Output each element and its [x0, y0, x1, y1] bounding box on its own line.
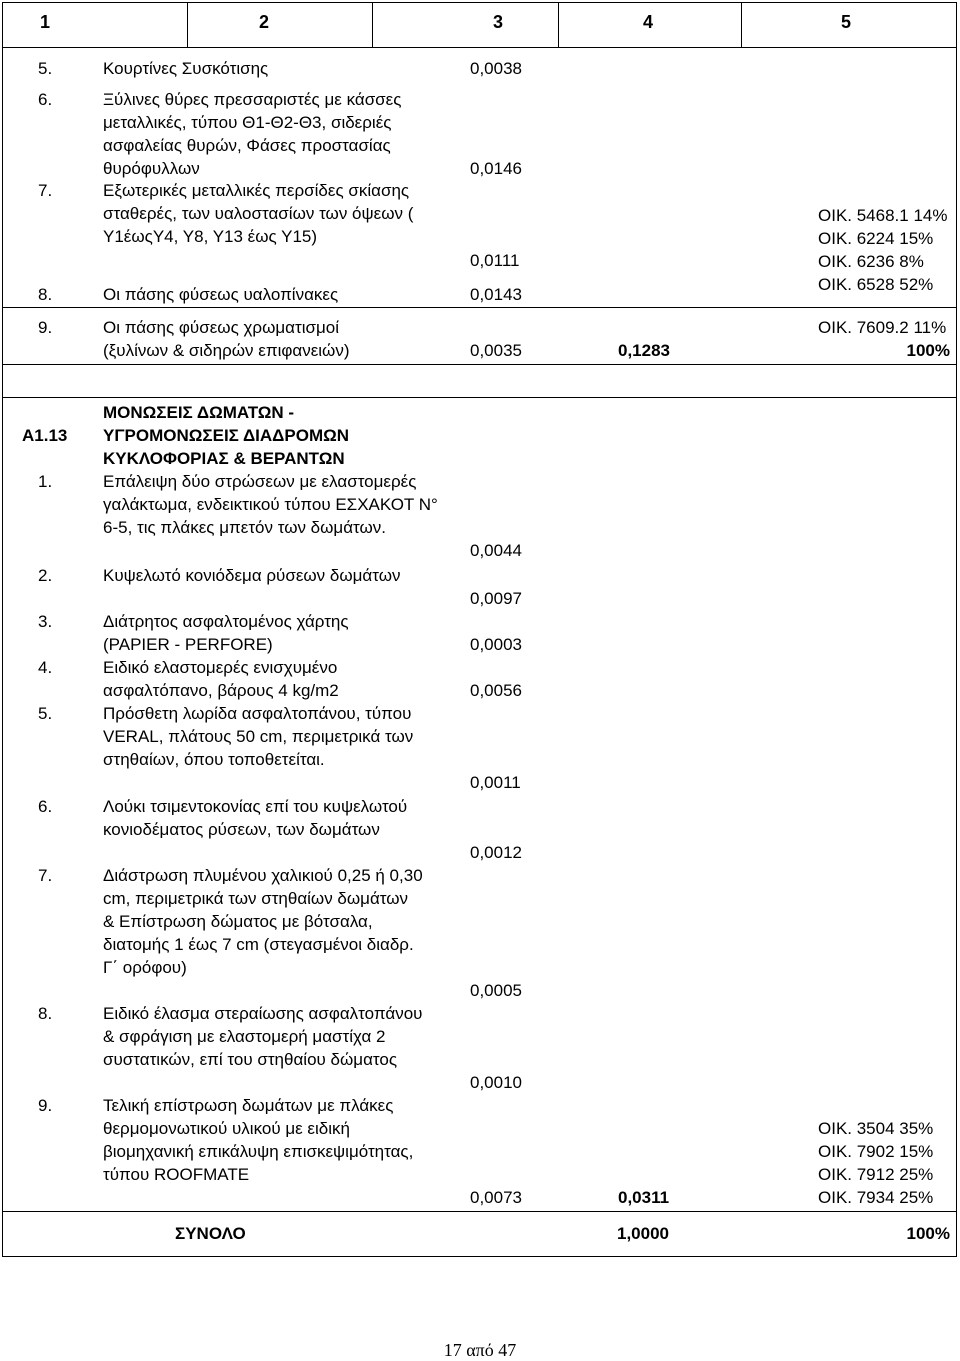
item-number: 6.: [38, 797, 53, 816]
item-value: 0,0143: [470, 285, 522, 304]
item-text: Διάτρητος ασφαλτομένος χάρτης (PAPIER - PERFORE): [103, 612, 349, 654]
item-text: Εξωτερικές μεταλλικές περσίδες σκίασης σταθερές, των υαλοστασίων των όψεων ( Υ1έωςΥ4, Υ8, Υ13 έως Υ15): [103, 181, 414, 246]
item-text: Κουρτίνες Συσκότισης: [103, 59, 269, 78]
item-number: 7.: [38, 181, 53, 200]
item-value: 0,0010: [470, 1073, 522, 1092]
item-number: 5.: [38, 59, 53, 78]
item-text: Κυψελωτό κονιόδεμα ρύσεων δωμάτων: [103, 566, 401, 585]
row-divider: [2, 307, 957, 308]
total-label: ΣΥΝΟΛΟ: [175, 1224, 246, 1243]
reference: ΟΙΚ. 6224 15%: [818, 229, 934, 248]
item-text: Οι πάσης φύσεως υαλοπίνακες: [103, 285, 339, 304]
row-divider: [2, 397, 957, 398]
item-value: 0,0097: [470, 589, 522, 608]
item-text: Λούκι τσιμεντοκονίας επί του κυψελωτού κονιοδέματος ρύσεων, των δωμάτων: [103, 797, 408, 839]
item-value: 0,0111: [470, 251, 520, 270]
item-text: Διάστρωση πλυμένου χαλικιού 0,25 ή 0,30 cm, περιμετρικά των στηθαίων δωμάτων & Επίστρωση δώματος με βότσαλα, διατομής 1 έως 7 cm (στεγασμένοι διαδρ. Γ΄ ορόφου): [103, 866, 423, 977]
page-number: 17 από 47: [443, 1340, 517, 1360]
item-number: 1.: [38, 472, 53, 491]
item-text: Πρόσθετη λωρίδα ασφαλτοπάνου, τύπου VERAL, πλάτους 50 cm, περιμετρικά των στηθαίων, όπου τοποθετείται.: [103, 704, 414, 769]
section-title: ΥΓΡΟΜΟΝΩΣΕΙΣ ΔΙΑΔΡΟΜΩΝ: [103, 426, 350, 445]
item-text: Ξύλινες θύρες πρεσσαριστές με κάσσες μεταλλικές, τύπου Θ1-Θ2-Θ3, σιδεριές ασφαλείας θυρών, Φάσες προστασίας θυρόφυλλων: [103, 90, 402, 178]
col-header-2: 2: [258, 12, 269, 32]
item-number: 2.: [38, 566, 53, 585]
col-divider: [187, 2, 188, 47]
col-header-1: 1: [39, 12, 50, 32]
item-text: Επάλειψη δύο στρώσεων με ελαστομερές γαλάκτωμα, ενδεικτικού τύπου ΕΣΧΑΚΟΤ Ν° 6-5, τις πλάκες μπετόν των δωμάτων.: [103, 472, 438, 537]
item-text: Οι πάσης φύσεως χρωματισμοί: [103, 318, 339, 337]
total-value: 1,0000: [617, 1224, 669, 1243]
item-number: 3.: [38, 612, 53, 631]
row-divider: [2, 1211, 957, 1212]
col-header-5: 5: [840, 12, 851, 32]
item-value: 0,0005: [470, 981, 522, 1000]
item-number: 5.: [38, 704, 53, 723]
reference: ΟΙΚ. 6528 52%: [818, 275, 934, 294]
item-value: 0,0003: [470, 635, 522, 654]
item-number: 8.: [38, 285, 53, 304]
col-header-4: 4: [642, 12, 653, 32]
item-text: Τελική επίστρωση δωμάτων με πλάκες θερμομονωτικού υλικού με ειδική βιομηχανική επικάλυψη επισκεψιμότητας, τύπου ROOFMATE: [103, 1096, 414, 1184]
item-text: (ξυλίνων & σιδηρών επιφανειών): [103, 341, 350, 360]
total-percent: 100%: [906, 1224, 950, 1243]
item-number: 9.: [38, 318, 53, 337]
item-value: 0,0035: [470, 341, 522, 360]
item-value: 0,0146: [470, 159, 522, 178]
item-number: 9.: [38, 1096, 53, 1115]
header-divider: [2, 47, 957, 48]
item-number: 4.: [38, 658, 53, 677]
subtotal: 0,0311: [618, 1188, 670, 1207]
reference: ΟΙΚ. 7902 15%: [818, 1142, 934, 1161]
percent-total: 100%: [906, 341, 950, 360]
reference: ΟΙΚ. 7934 25%: [818, 1188, 934, 1207]
item-text: Ειδικό ελαστομερές ενισχυμένο ασφαλτόπανο, βάρους 4 kg/m2: [103, 658, 339, 700]
reference: ΟΙΚ. 3504 35%: [818, 1119, 934, 1138]
section-title: ΜΟΝΩΣΕΙΣ ΔΩΜΑΤΩΝ -: [103, 403, 295, 422]
item-text: Ειδικό έλασμα στεραίωσης ασφαλτοπάνου & σφράγιση με ελαστομερή μαστίχα 2 συστατικών, επί του στηθαίου δώματος: [103, 1004, 423, 1069]
subtotal: 0,1283: [618, 341, 670, 360]
col-divider: [558, 2, 559, 47]
item-value: 0,0012: [470, 843, 522, 862]
item-value: 0,0038: [470, 59, 522, 78]
reference: ΟΙΚ. 5468.1 14%: [818, 206, 948, 225]
item-value: 0,0044: [470, 541, 522, 560]
col-header-3: 3: [492, 12, 503, 32]
item-number: 7.: [38, 866, 53, 885]
section-code: Α1.13: [22, 426, 68, 445]
item-value: 0,0073: [470, 1188, 522, 1207]
reference: ΟΙΚ. 7609.2 11%: [818, 318, 947, 337]
row-divider: [2, 364, 957, 365]
col-divider: [372, 2, 373, 47]
item-number: 6.: [38, 90, 53, 109]
reference: ΟΙΚ. 6236 8%: [818, 252, 924, 271]
reference: ΟΙΚ. 7912 25%: [818, 1165, 934, 1184]
item-value: 0,0011: [470, 773, 521, 792]
col-divider: [741, 2, 742, 47]
section-title: ΚΥΚΛΟΦΟΡΙΑΣ & ΒΕΡΑΝΤΩΝ: [103, 449, 345, 468]
item-number: 8.: [38, 1004, 53, 1023]
item-value: 0,0056: [470, 681, 522, 700]
